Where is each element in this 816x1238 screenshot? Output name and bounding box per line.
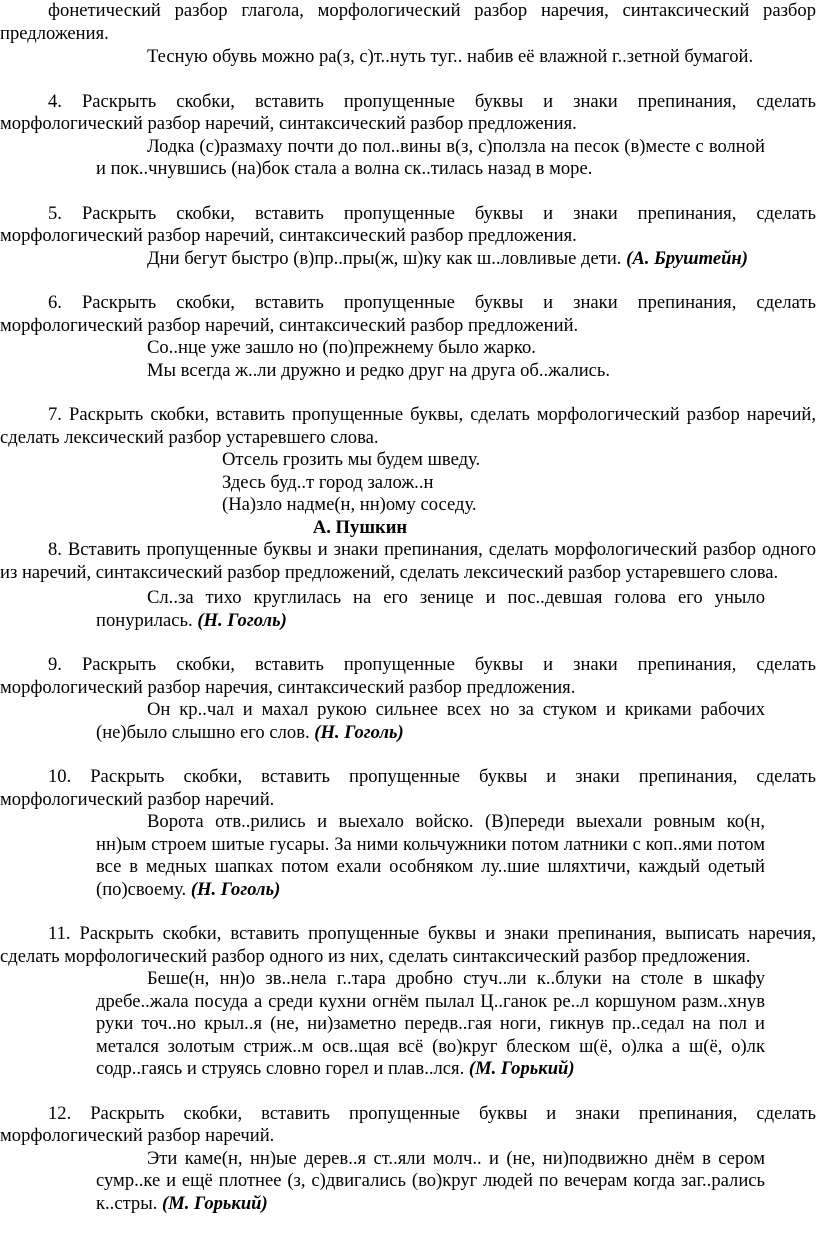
task-11-number: 11.	[48, 923, 71, 944]
task-7-number: 7.	[48, 404, 62, 425]
task-10-source: (Н. Гоголь)	[190, 878, 281, 900]
task-7-text: Раскрыть скобки, вставить пропущенные буквы, сделать морфологический разбор наречий, сделать лексический разбор устаревшего слова.	[0, 404, 816, 448]
task-7-poem-line-1: Отсель грозить мы будем шведу.	[222, 449, 481, 470]
task-11-example	[96, 968, 765, 1081]
task-8-number: 8.	[48, 539, 62, 560]
task-5	[0, 203, 816, 248]
task-11-source: (М. Горький)	[468, 1058, 575, 1079]
task-6	[0, 292, 816, 337]
task-10-example	[96, 811, 765, 901]
task-7-poem-line-2: Здесь буд..т город залож..н	[222, 471, 434, 493]
task-11-text: Раскрыть скобки, вставить пропущенные буквы и знаки препинания, выписать наречия, сделать морфологический разбор одного из них, сделать синтаксический разбор предложения.	[0, 923, 816, 967]
task-8-example	[96, 587, 765, 632]
intro-task-text: фонетический разбор глагола, морфологический разбор наречия, синтаксический разбор предложения.	[0, 0, 816, 44]
task-7	[0, 404, 816, 449]
task-5-sentence: Дни бегут быстро (в)пр..пры(ж, ш)ку как ш..ловливые дети.	[147, 247, 622, 269]
task-10-sentence: Ворота отв..рились и выехало войско. (В)переди выехали ровным ко(н, нн)ым строем шитые гусары. За ними кольчужники потом латники с коп..ями потом все в медных шапках потом ехали особняком лу..шие шляхтичи, каждый одетый (по)своему.	[96, 811, 765, 900]
task-12-text: Раскрыть скобки, вставить пропущенные буквы и знаки препинания, сделать морфологический разбор наречий.	[0, 1102, 816, 1146]
task-9-text: Раскрыть скобки, вставить пропущенные буквы и знаки препинания, сделать морфологический разбор наречия, синтаксический разбор предложения.	[0, 654, 816, 698]
task-4-example: Лодка (с)размаху почти до пол..вины в(з, с)ползла на песок (в)месте с волной и пок..чнувшись (на)бок стала а волна ск..тилась назад в море.	[96, 135, 765, 179]
task-7-poem-line-3: (На)зло надме(н, нн)ому соседу.	[222, 494, 477, 515]
task-10	[0, 766, 816, 811]
task-5-number: 5.	[48, 202, 62, 224]
task-6-number: 6.	[48, 292, 62, 313]
task-8-sentence: Сл..за тихо круглилась на его зенице и пос..девшая голова его уныло понурилась.	[96, 587, 765, 631]
task-7-author: А. Пушкин	[312, 516, 408, 538]
task-5-source: (А. Бруштейн)	[626, 247, 748, 269]
task-12-sentence: Эти каме(н, нн)ые дерев..я ст..яли молч.. и (не, ни)подвижно днём в сером сумр..ке и ещё плотнее (з, с)двигались (во)круг людей по вечерам когда заг..рались к..стры.	[96, 1147, 765, 1214]
task-9-example	[96, 699, 765, 744]
task-9-source: (Н. Гоголь)	[314, 721, 404, 743]
task-6-line-2: Мы всегда ж..ли дружно и редко друг на друга об..жались.	[147, 359, 611, 381]
task-8	[0, 539, 816, 584]
task-8-source: (Н. Гоголь)	[197, 609, 287, 631]
task-4	[0, 91, 816, 136]
task-11-sentence: Беше(н, нн)о зв..нела г..тара дробно стуч..ли к..блуки на столе в шкафу дребе..жала посуда а среди кухни огнём пылал Ц..ганок ре..л коршуном разм..хнув руки точ..но крыл..я (не, ни)заметно передв..гая ноги, гикнув пр..седал на пол и метался золотым стриж..м осв..щая всё (во)круг блеском ш(ё, о)лка а ш(ё, о)лк содр..гаясь и струясь словно горел и плав..лся.	[96, 968, 765, 1079]
task-6-line-1: Со..нце уже зашло но (по)прежнему было жарко.	[147, 337, 536, 358]
task-12-source: (М. Горький)	[162, 1192, 268, 1214]
task-11	[0, 923, 816, 968]
intro-example: Тесную обувь можно ра(з, с)т..нуть туг.. набив её влажной г..зетной бумагой.	[147, 46, 754, 67]
task-12	[0, 1103, 816, 1148]
task-8-text: Вставить пропущенные буквы и знаки препинания, сделать морфологический разбор одного из наречий, синтаксический разбор предложений, сделать лексический разбор устаревшего слова.	[0, 539, 816, 583]
task-6-text: Раскрыть скобки, вставить пропущенные буквы и знаки препинания, сделать морфологический разбор наречий, синтаксический разбор предложений.	[0, 292, 816, 336]
task-4-number: 4.	[48, 90, 62, 112]
task-10-text: Раскрыть скобки, вставить пропущенные буквы и знаки препинания, сделать морфологический разбор наречий.	[0, 766, 816, 810]
task-12-number: 12.	[48, 1102, 72, 1124]
task-9-sentence: Он кр..чал и махал рукою сильнее всех но за стуком и криками рабочих (не)было слышно его слов.	[96, 699, 765, 743]
task-12-example	[96, 1148, 765, 1216]
task-5-example	[96, 248, 765, 271]
task-9-number: 9.	[48, 654, 62, 675]
task-9	[0, 654, 816, 699]
task-4-text: Раскрыть скобки, вставить пропущенные буквы и знаки препинания, сделать морфологический разбор наречий, синтаксический разбор предложения.	[0, 90, 816, 134]
task-5-text: Раскрыть скобки, вставить пропущенные буквы и знаки препинания, сделать морфологический разбор наречий, синтаксический разбор предложения.	[0, 202, 816, 246]
task-10-number: 10.	[48, 766, 72, 787]
